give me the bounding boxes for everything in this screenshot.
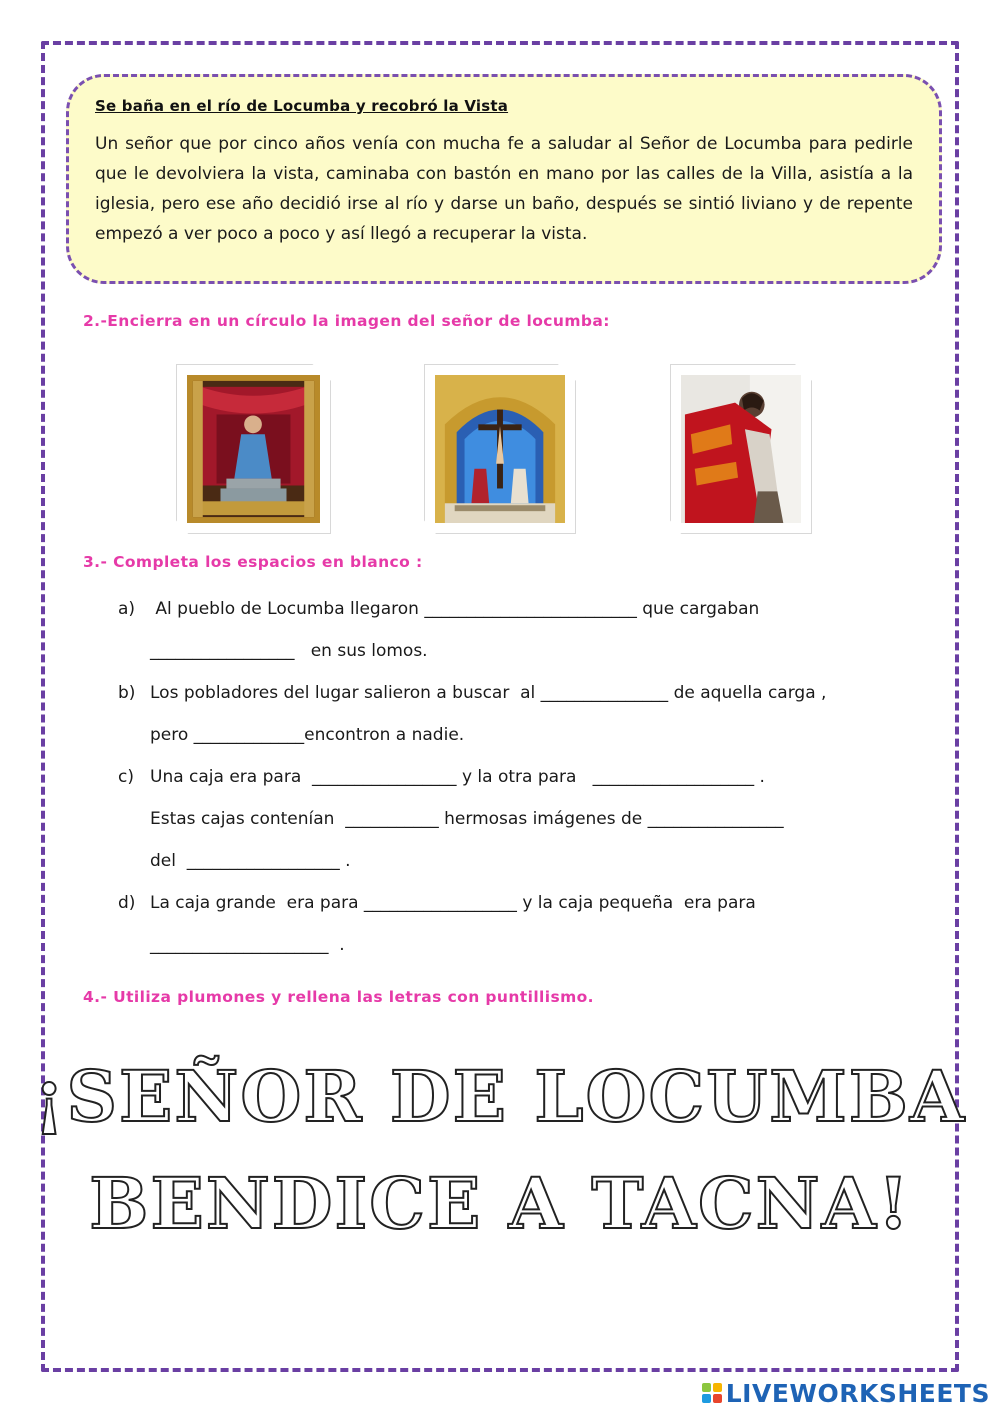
liveworksheets-logo (702, 1376, 990, 1410)
story-box (66, 74, 942, 284)
locumba-christ-statue-image[interactable] (670, 364, 812, 534)
fill-line-c1[interactable] (118, 756, 938, 798)
fill-in-blanks-list (118, 588, 938, 966)
crucifixion-altar-image[interactable] (424, 364, 576, 534)
story-text: Un señor que por cinco años venía con mucha fe a saludar al Señor de Locumba para pedirle que le devolviera la vista, caminaba con bastón en mano por las calles de la Villa, asistía a la iglesia, pero ese año decidió irse al río y darse un baño, después se sintió liviano y de repente empezó a ver poco a poco y así llegó a recuperar la vista. (95, 134, 913, 244)
fill-text: La caja grande era para __________________ y la caja pequeña era para (150, 893, 756, 913)
brand-text: LIVEWORKSHEETS (725, 1378, 990, 1408)
fill-text: Una caja era para _________________ y la otra para ___________________ . (150, 767, 765, 787)
outline-title-line-2: BENDICE A TACNA! (89, 1162, 911, 1245)
section-3-title: 3.- Completa los espacios en blanco : (83, 553, 423, 571)
fill-text: Al pueblo de Locumba llegaron _________________________ que cargaban (150, 599, 760, 619)
item-letter: b) (118, 683, 136, 703)
fill-line-d2[interactable] (118, 924, 938, 966)
fill-text: Estas cajas contenían ___________ hermosas imágenes de ________________ (150, 809, 784, 829)
item-letter: c) (118, 767, 134, 787)
fill-line-d1[interactable] (118, 882, 938, 924)
fill-line-c2[interactable] (118, 798, 938, 840)
fill-line-c3[interactable] (118, 840, 938, 882)
fill-text: pero _____________encontron a nadie. (150, 725, 465, 745)
fill-text: Los pobladores del lugar salieron a buscar al _______________ de aquella carga , (150, 683, 827, 703)
fill-line-b1[interactable] (118, 672, 938, 714)
outline-title-line-1: ¡SEÑOR DE LOCUMBA (33, 1055, 967, 1138)
enthroned-christ-image[interactable] (176, 364, 331, 534)
fill-text: _____________________ . (150, 935, 345, 955)
section-2-title: 2.-Encierra en un círculo la imagen del señor de locumba: (83, 312, 610, 330)
liveworksheets-mark-icon (702, 1383, 722, 1403)
locumba-christ-statue-art (681, 375, 801, 523)
fill-text: _________________ en sus lomos. (150, 641, 428, 661)
fill-line-a2[interactable] (118, 630, 938, 672)
enthroned-christ-art (187, 375, 320, 523)
fill-line-a1[interactable] (118, 588, 938, 630)
fill-text: del __________________ . (150, 851, 351, 871)
section-4-title: 4.- Utiliza plumones y rellena las letras con puntillismo. (83, 988, 594, 1006)
item-letter: d) (118, 893, 136, 913)
item-letter: a) (118, 599, 136, 619)
fill-line-b2[interactable] (118, 714, 938, 756)
story-title: Se baña en el río de Locumba y recobró la Vista (95, 97, 509, 115)
crucifixion-altar-art (435, 375, 565, 523)
